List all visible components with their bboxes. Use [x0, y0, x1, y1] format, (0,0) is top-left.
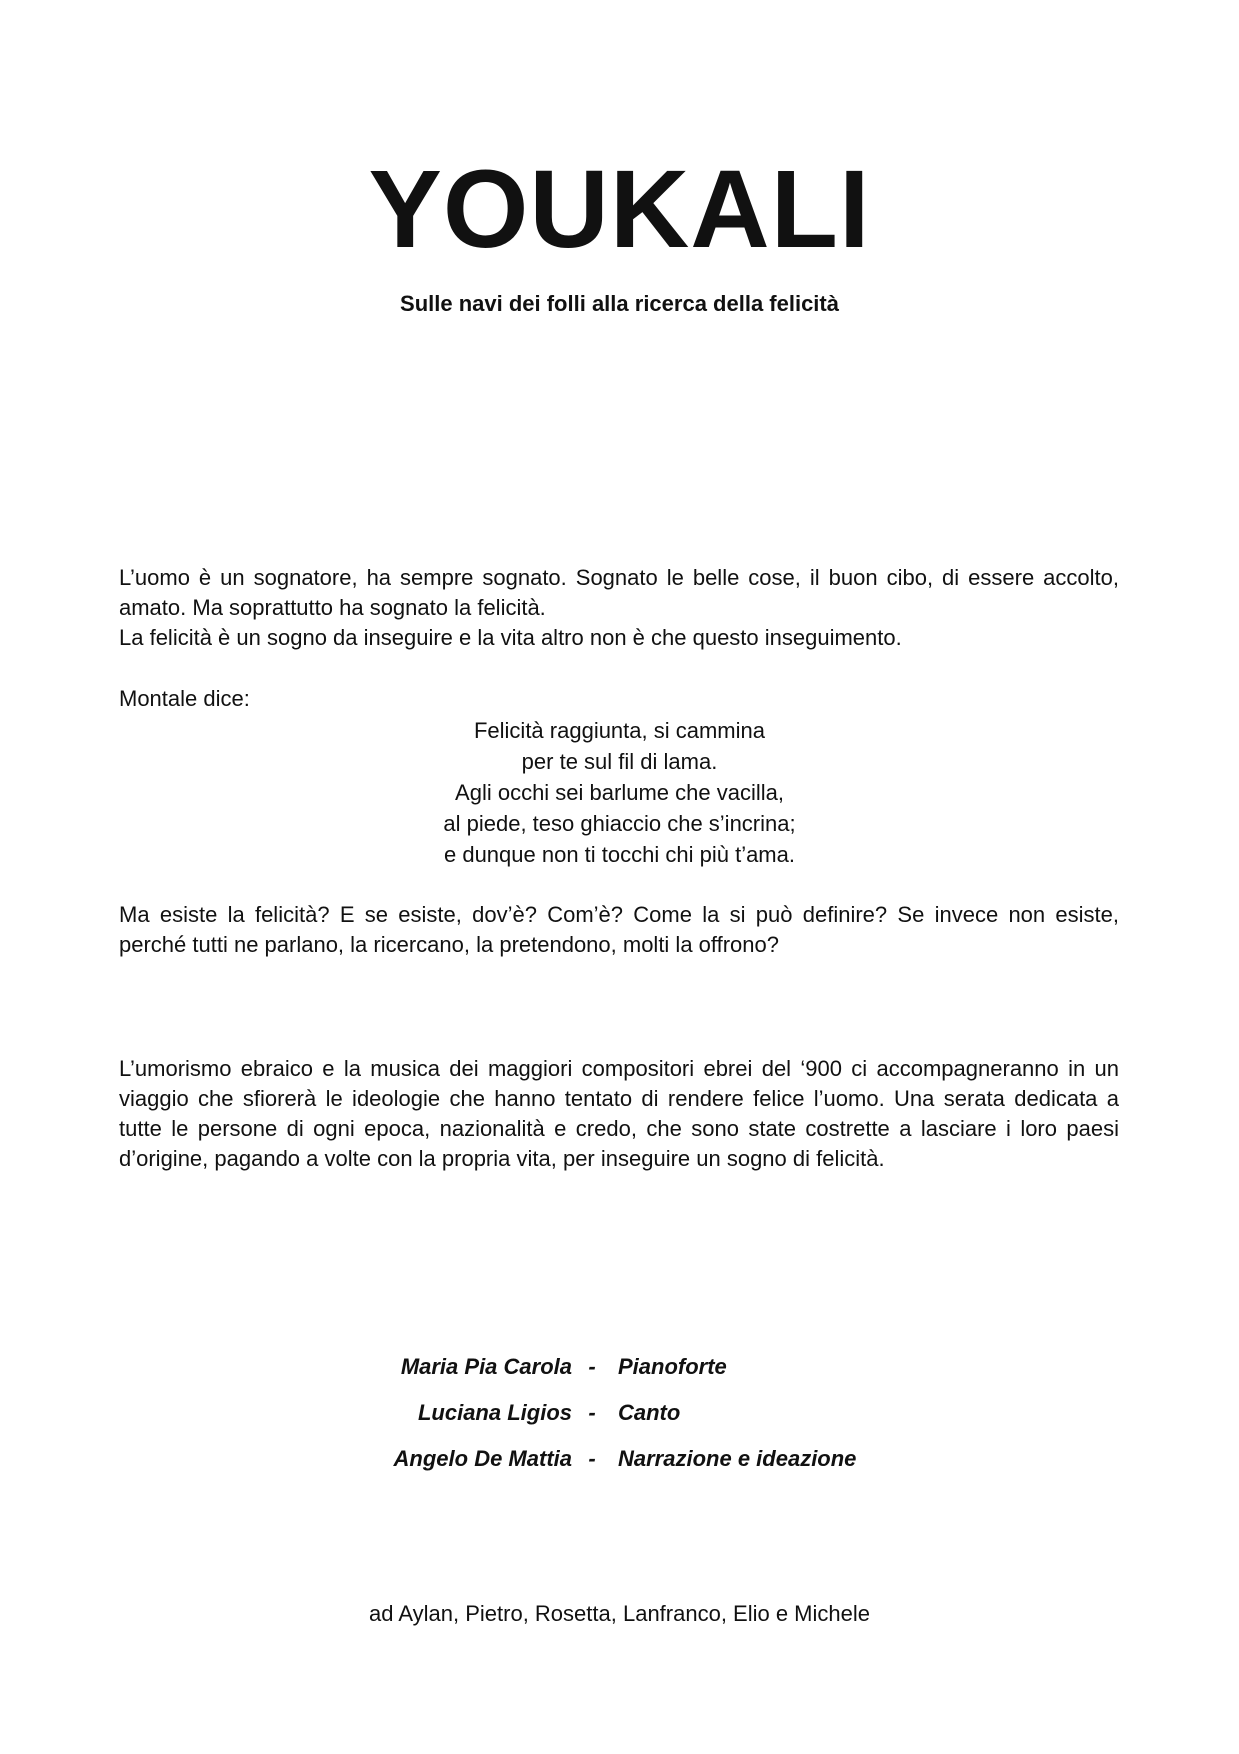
page-subtitle: Sulle navi dei folli alla ricerca della felicità — [400, 291, 839, 316]
questions-paragraph: Ma esiste la felicità? E se esiste, dov’è? Com’è? Come la si può definire? Se invece non esiste, perché tutti ne parlano, la ricercano, la pretendono, molti la offrono? — [119, 902, 1119, 957]
page-title: YOUKALI — [368, 148, 871, 271]
poem-line: e dunque non ti tocchi chi più t’ama. — [443, 842, 795, 867]
poem-line: Felicità raggiunta, si cammina — [473, 718, 765, 743]
credit-name: Maria Pia Carola — [400, 1354, 572, 1379]
credit-row — [0, 1436, 1239, 1482]
credit-row — [0, 1390, 1239, 1436]
credit-name: Angelo De Mattia — [393, 1446, 572, 1471]
credit-separator: - — [588, 1400, 596, 1425]
poem-line: per te sul fil di lama. — [521, 749, 718, 774]
credit-name: Luciana Ligios — [417, 1400, 572, 1425]
credits-list — [0, 1344, 1239, 1482]
credit-role: Narrazione e ideazione — [618, 1446, 857, 1471]
credit-row — [0, 1344, 1239, 1390]
poem-line: Agli occhi sei barlume che vacilla, — [455, 780, 784, 805]
credit-role: Pianoforte — [618, 1354, 727, 1379]
intro-paragraph: L’uomo è un sognatore, ha sempre sognato. Sognato le belle cose, il buon cibo, di essere accolto, amato. Ma soprattutto ha sognato la felicità. — [119, 565, 1119, 620]
description-paragraph: L’umorismo ebraico e la musica dei maggiori compositori ebrei del ‘900 ci accompagneranno in un viaggio che sfiorerà le ideologie che hanno tentato di rendere felice l’uomo. Una serata dedicata a tutte le persone di ogni epoca, nazionalità e credo, che sono state costrette a lasciare i loro paesi d’origine, pagando a volte con la propria vita, per inseguire un sogno di felicità. — [119, 1056, 1119, 1171]
credit-separator: - — [588, 1446, 596, 1471]
montale-intro: Montale dice: — [119, 686, 250, 711]
intro-paragraph-2: La felicità è un sogno da inseguire e la vita altro non è che questo inseguimento. — [119, 625, 902, 650]
poem-line: al piede, teso ghiaccio che s’incrina; — [443, 811, 796, 836]
credit-role: Canto — [618, 1400, 681, 1425]
poem-quote — [0, 715, 1239, 870]
credit-separator: - — [588, 1354, 596, 1379]
dedication: ad Aylan, Pietro, Rosetta, Lanfranco, Elio e Michele — [369, 1601, 870, 1626]
